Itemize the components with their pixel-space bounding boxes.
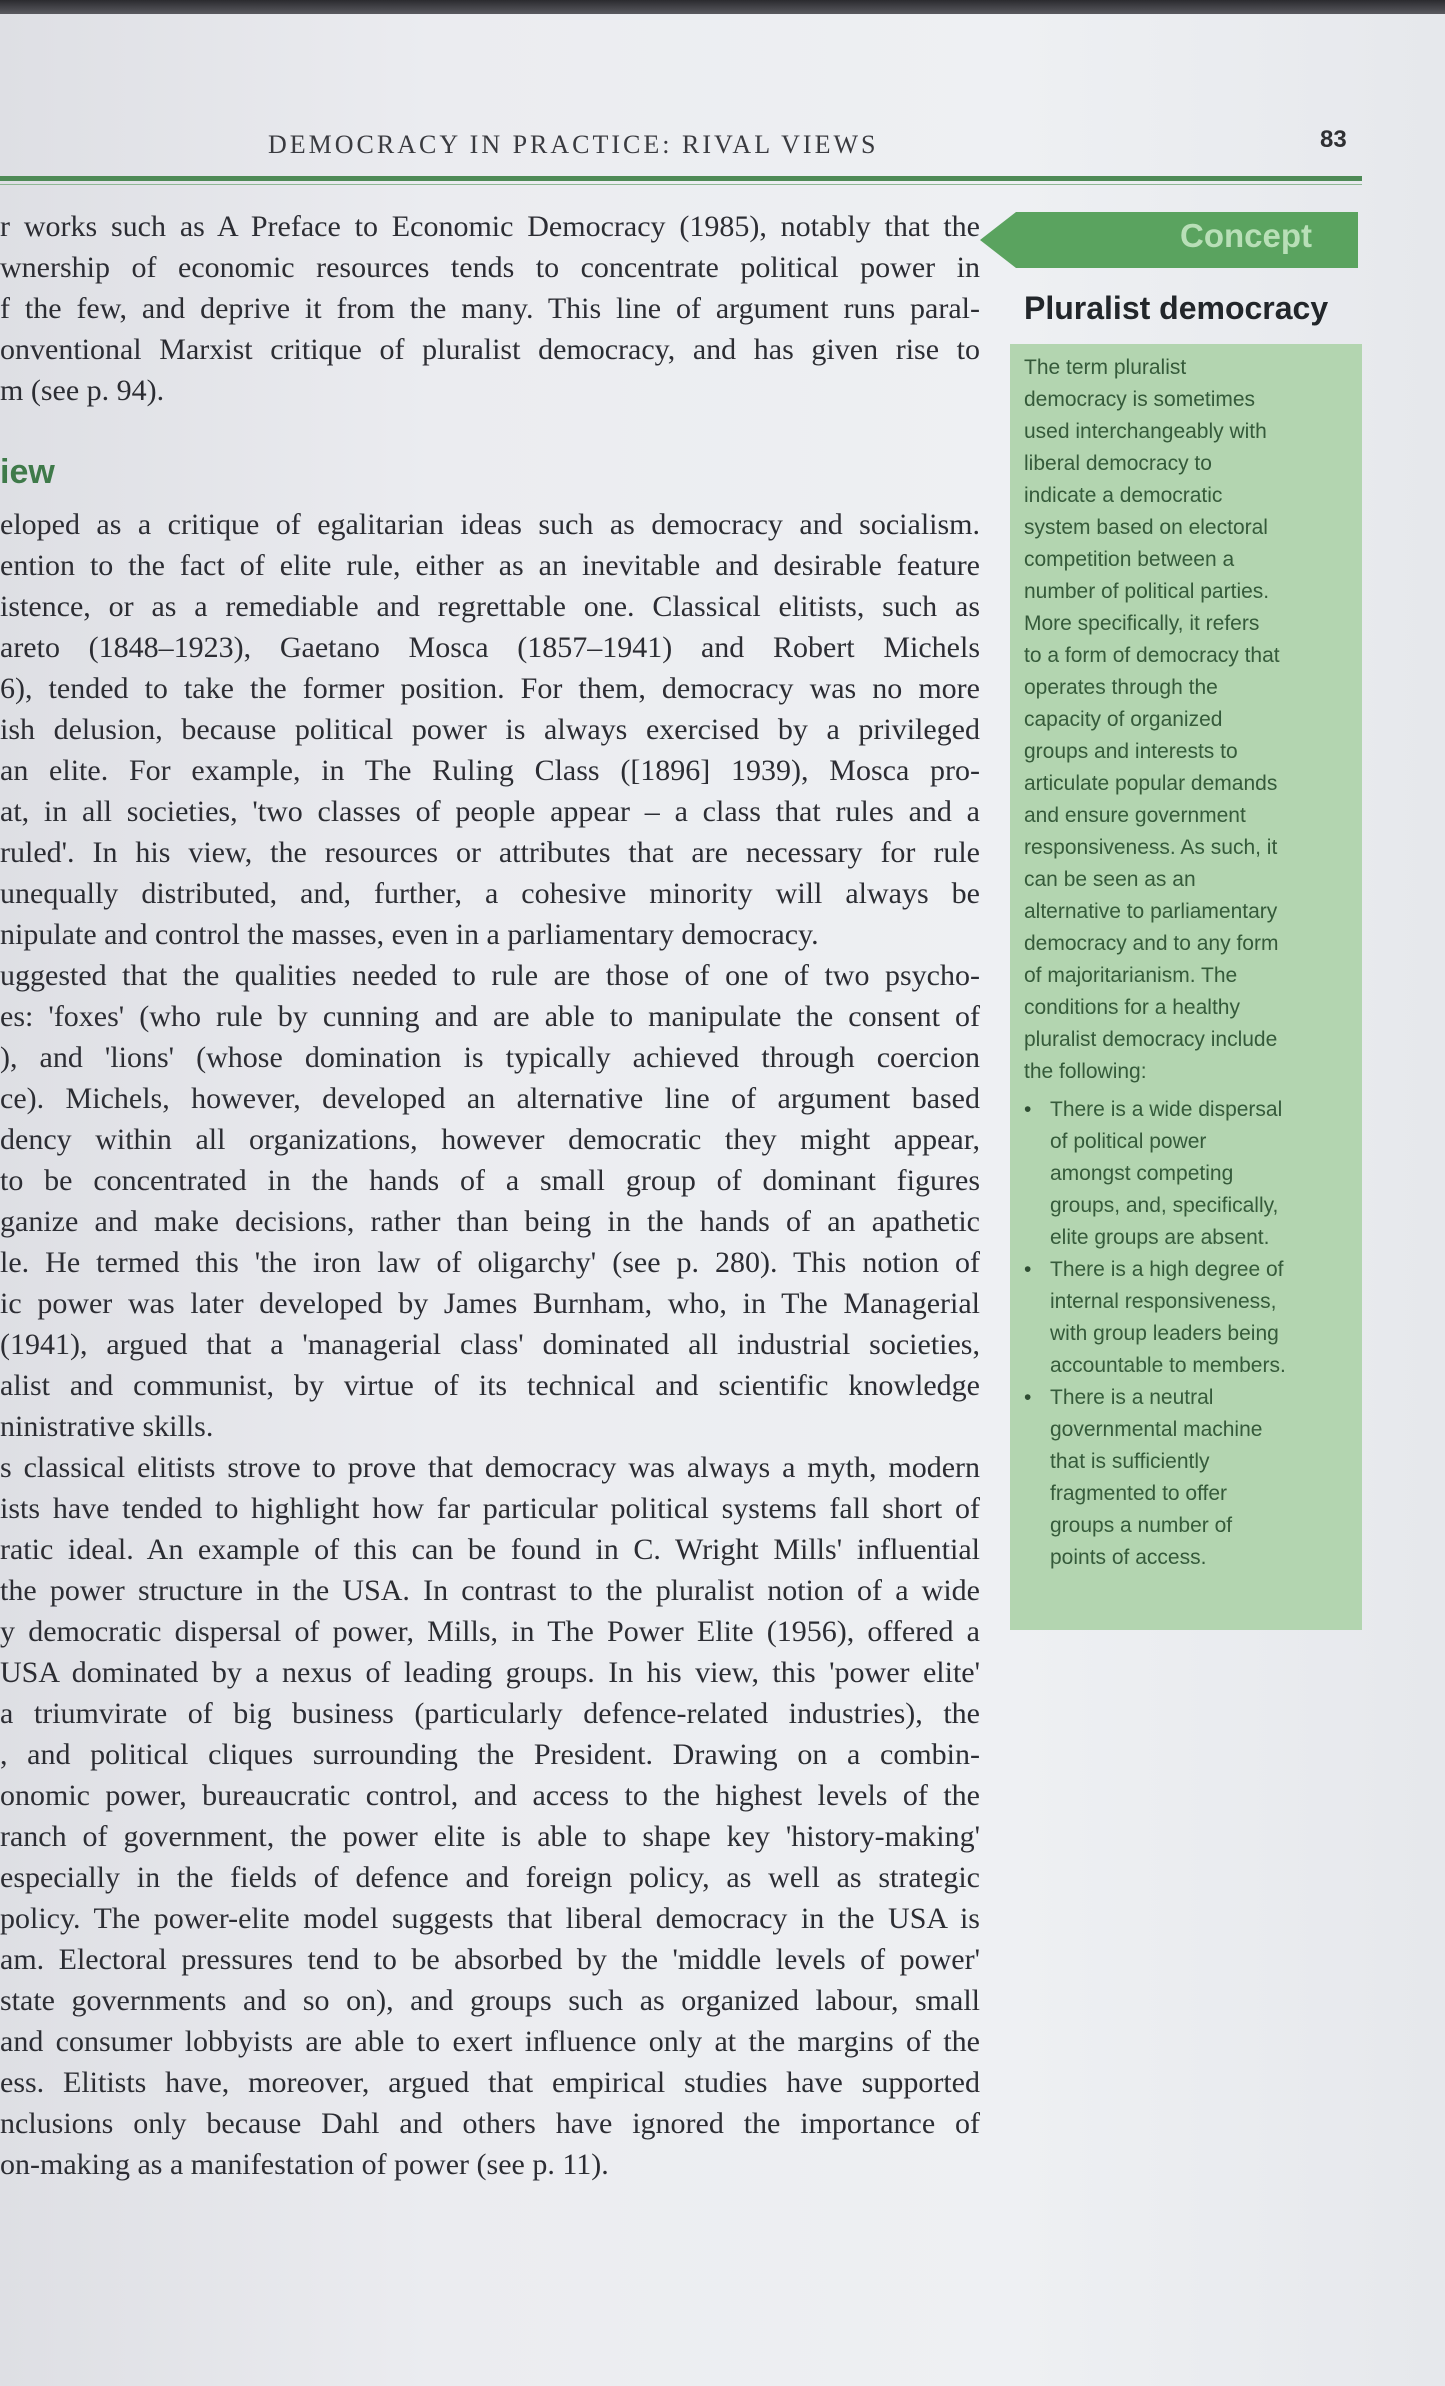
bullet-line: amongst competing (1050, 1162, 1234, 1185)
text-line: especially in the fields of defence and foreign policy, as well as strategic (0, 1861, 980, 1894)
text-line: unequally distributed, and, further, a cohesive minority will always be (0, 877, 980, 910)
text-line: ists have tended to highlight how far particular political systems fall short of (0, 1492, 980, 1525)
bullet-text (1050, 1382, 1354, 1574)
concept-line: system based on electoral (1024, 516, 1268, 539)
concept-label: Concept (1180, 217, 1312, 254)
text-line: le. He termed this 'the iron law of oligarchy' (see p. 280). This notion of (0, 1246, 980, 1279)
text-line: the power structure in the USA. In contrast to the pluralist notion of a wide (0, 1574, 980, 1607)
top-edge (0, 0, 1445, 14)
bullet-line: internal responsiveness, (1050, 1290, 1277, 1313)
concept-body (1024, 352, 1354, 1574)
text-line: ranch of government, the power elite is able to shape key 'history-making' (0, 1820, 980, 1853)
main-text-column (0, 206, 980, 2185)
bullet-line: that is sufficiently (1050, 1450, 1210, 1473)
bullet-icon: • (1024, 1386, 1032, 1409)
book-page (0, 14, 1445, 2386)
section-heading: iew (0, 453, 55, 491)
text-line: on-making as a manifestation of power (see p. 11). (0, 2148, 609, 2181)
concept-line: The term pluralist (1024, 356, 1187, 379)
concept-line: competition between a (1024, 548, 1235, 571)
text-line: uggested that the qualities needed to rule are those of one of two psycho- (0, 959, 980, 992)
header-rule-thin (0, 184, 1362, 185)
text-line: a triumvirate of big business (particularly defence-related industries), the (0, 1697, 980, 1730)
text-line: an elite. For example, in The Ruling Class ([1896] 1939), Mosca pro- (0, 754, 980, 787)
page-number: 83 (1320, 126, 1347, 153)
concept-line: indicate a democratic (1024, 484, 1223, 507)
text-line: 6), tended to take the former position. For them, democracy was no more (0, 672, 980, 705)
text-line: y democratic dispersal of power, Mills, in The Power Elite (1956), offered a (0, 1615, 980, 1648)
concept-line: conditions for a healthy (1024, 996, 1240, 1019)
running-head: DEMOCRACY IN PRACTICE: RIVAL VIEWS (268, 130, 879, 159)
text-line: ish delusion, because political power is always exercised by a privileged (0, 713, 980, 746)
concept-line: capacity of organized (1024, 708, 1223, 731)
text-line: ic power was later developed by James Burnham, who, in The Managerial (0, 1287, 980, 1320)
bullet-line: There is a high degree of (1050, 1258, 1284, 1281)
concept-line: can be seen as an (1024, 868, 1196, 891)
bullet-icon: • (1024, 1258, 1032, 1281)
header-rule (0, 176, 1362, 181)
concept-line: alternative to parliamentary (1024, 900, 1278, 923)
spacer (0, 411, 980, 452)
bullet-line: accountable to members. (1050, 1354, 1286, 1377)
bullet-line: of political power (1050, 1130, 1207, 1153)
text-line: ce). Michels, however, developed an alternative line of argument based (0, 1082, 980, 1115)
concept-line: and ensure government (1024, 804, 1246, 827)
text-line: es: 'foxes' (who rule by cunning and are able to manipulate the consent of (0, 1000, 980, 1033)
bullet-line: with group leaders being (1050, 1322, 1279, 1345)
bullet-line: fragmented to offer (1050, 1482, 1228, 1505)
text-line: f the few, and deprive it from the many. This line of argument runs paral- (0, 292, 980, 325)
text-line: wnership of economic resources tends to concentrate political power in (0, 251, 980, 284)
text-line: dency within all organizations, however democratic they might appear, (0, 1123, 980, 1156)
text-line: ), and 'lions' (whose domination is typically achieved through coercion (0, 1041, 980, 1074)
concept-bullet (1024, 1382, 1354, 1574)
concept-line: the following: (1024, 1060, 1147, 1083)
text-line: eloped as a critique of egalitarian ideas such as democracy and socialism. (0, 508, 980, 541)
concept-line: of majoritarianism. The (1024, 964, 1238, 987)
concept-line: operates through the (1024, 676, 1218, 699)
text-line: areto (1848–1923), Gaetano Mosca (1857–1941) and Robert Michels (0, 631, 980, 664)
concept-line: liberal democracy to (1024, 452, 1212, 475)
bullet-line: elite groups are absent. (1050, 1226, 1270, 1249)
text-line: m (see p. 94). (0, 374, 165, 407)
bullet-line: governmental machine (1050, 1418, 1263, 1441)
concept-definition (1024, 352, 1354, 1088)
text-line: am. Electoral pressures tend to be absorbed by the 'middle levels of power' (0, 1943, 980, 1976)
concept-title: Pluralist democracy (1024, 290, 1329, 326)
bullet-icon: • (1024, 1098, 1032, 1121)
text-line: to be concentrated in the hands of a small group of dominant figures (0, 1164, 980, 1197)
concept-line: democracy and to any form (1024, 932, 1279, 955)
text-line: ention to the fact of elite rule, either as an inevitable and desirable feature (0, 549, 980, 582)
paragraph-2 (0, 504, 980, 1447)
concept-line: democracy is sometimes (1024, 388, 1256, 411)
concept-bullet (1024, 1094, 1354, 1254)
bullet-line: points of access. (1050, 1546, 1207, 1569)
text-line: r works such as A Preface to Economic Democracy (1985), notably that the (0, 210, 980, 243)
concept-bullet (1024, 1254, 1354, 1382)
text-line: istence, or as a remediable and regrettable one. Classical elitists, such as (0, 590, 980, 623)
text-line: onomic power, bureaucratic control, and access to the highest levels of the (0, 1779, 980, 1812)
text-line: alist and communist, by virtue of its technical and scientific knowledge (0, 1369, 980, 1402)
text-line: at, in all societies, 'two classes of people appear – a class that rules and a (0, 795, 980, 828)
paragraph-3 (0, 1447, 980, 2185)
concept-line: pluralist democracy include (1024, 1028, 1278, 1051)
concept-line: articulate popular demands (1024, 772, 1278, 795)
text-line: nipulate and control the masses, even in a parliamentary democracy. (0, 918, 819, 951)
bullet-line: There is a neutral (1050, 1386, 1214, 1409)
concept-line: More specifically, it refers (1024, 612, 1260, 635)
text-line: policy. The power-elite model suggests that liberal democracy in the USA is (0, 1902, 980, 1935)
concept-line: number of political parties. (1024, 580, 1270, 603)
concept-line: used interchangeably with (1024, 420, 1267, 443)
concept-line: to a form of democracy that (1024, 644, 1280, 667)
text-line: state governments and so on), and groups such as organized labour, small (0, 1984, 980, 2017)
paragraph-1 (0, 206, 980, 411)
concept-line: responsiveness. As such, it (1024, 836, 1278, 859)
text-line: ninistrative skills. (0, 1410, 214, 1443)
bullet-line: groups a number of (1050, 1514, 1233, 1537)
text-line: ganize and make decisions, rather than being in the hands of an apathetic (0, 1205, 980, 1238)
spacer (0, 493, 980, 504)
text-line: ess. Elitists have, moreover, argued that empirical studies have supported (0, 2066, 980, 2099)
bullet-line: There is a wide dispersal (1050, 1098, 1283, 1121)
concept-line: groups and interests to (1024, 740, 1238, 763)
text-line: (1941), argued that a 'managerial class' dominated all industrial societies, (0, 1328, 980, 1361)
text-line: ratic ideal. An example of this can be found in C. Wright Mills' influential (0, 1533, 980, 1566)
text-line: ruled'. In his view, the resources or attributes that are necessary for rule (0, 836, 980, 869)
text-line: nclusions only because Dahl and others have ignored the importance of (0, 2107, 980, 2140)
bullet-text (1050, 1094, 1354, 1254)
text-line: USA dominated by a nexus of leading groups. In his view, this 'power elite' (0, 1656, 980, 1689)
text-line: onventional Marxist critique of pluralist democracy, and has given rise to (0, 333, 980, 366)
text-line: , and political cliques surrounding the President. Drawing on a combin- (0, 1738, 980, 1771)
text-line: s classical elitists strove to prove that democracy was always a myth, modern (0, 1451, 980, 1484)
bullet-text (1050, 1254, 1354, 1382)
text-line: and consumer lobbyists are able to exert influence only at the margins of the (0, 2025, 980, 2058)
bullet-line: groups, and, specifically, (1050, 1194, 1279, 1217)
